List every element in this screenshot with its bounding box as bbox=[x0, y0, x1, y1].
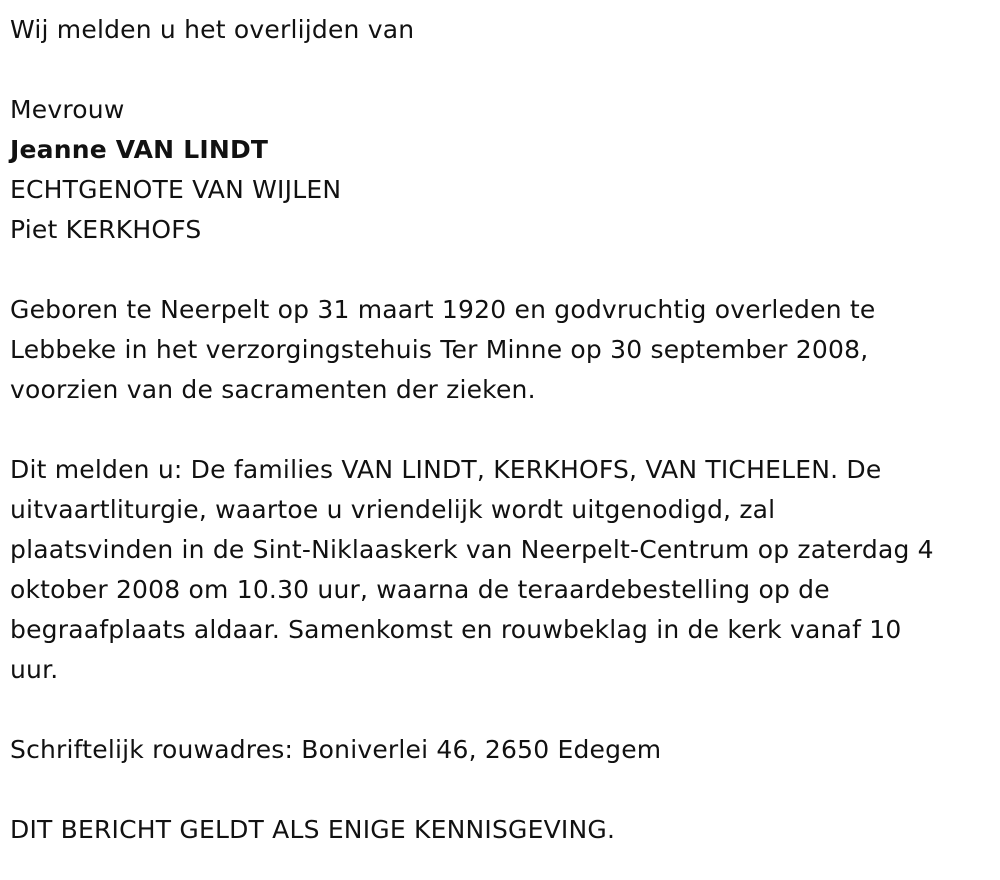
paragraph-line: voorzien van de sacramenten der zieken. bbox=[10, 375, 536, 404]
spouse-name: Piet KERKHOFS bbox=[10, 215, 202, 244]
relation-text: ECHTGENOTE VAN WIJLEN bbox=[10, 175, 342, 204]
spacer bbox=[10, 50, 1000, 90]
spacer bbox=[10, 410, 1000, 450]
paragraph-line: Dit melden u: De families VAN LINDT, KERKHOFS, VAN TICHELEN. De bbox=[10, 455, 882, 484]
deceased-name: Jeanne VAN LINDT bbox=[10, 135, 269, 164]
intro-text: Wij melden u het overlijden van bbox=[10, 15, 415, 44]
paragraph-line: Lebbeke in het verzorgingstehuis Ter Minne op 30 september 2008, bbox=[10, 335, 869, 364]
spacer bbox=[10, 770, 1000, 810]
paragraph-line: Geboren te Neerpelt op 31 maart 1920 en godvruchtig overleden te bbox=[10, 295, 876, 324]
funeral-paragraph bbox=[10, 450, 1000, 690]
spacer bbox=[10, 690, 1000, 730]
mourning-address: Schriftelijk rouwadres: Boniverlei 46, 2650 Edegem bbox=[10, 735, 662, 764]
paragraph-line: plaatsvinden in de Sint-Niklaaskerk van Neerpelt-Centrum op zaterdag 4 bbox=[10, 535, 934, 564]
paragraph-line: begraafplaats aldaar. Samenkomst en rouwbeklag in de kerk vanaf 10 bbox=[10, 615, 902, 644]
birth-death-paragraph bbox=[10, 290, 1000, 410]
paragraph-line: oktober 2008 om 10.30 uur, waarna de teraardebestelling op de bbox=[10, 575, 830, 604]
paragraph-line: uitvaartliturgie, waartoe u vriendelijk wordt uitgenodigd, zal bbox=[10, 495, 776, 524]
spacer bbox=[10, 250, 1000, 290]
salutation: Mevrouw bbox=[10, 95, 125, 124]
paragraph-line: uur. bbox=[10, 655, 59, 684]
closing-statement: DIT BERICHT GELDT ALS ENIGE KENNISGEVING. bbox=[10, 815, 616, 844]
